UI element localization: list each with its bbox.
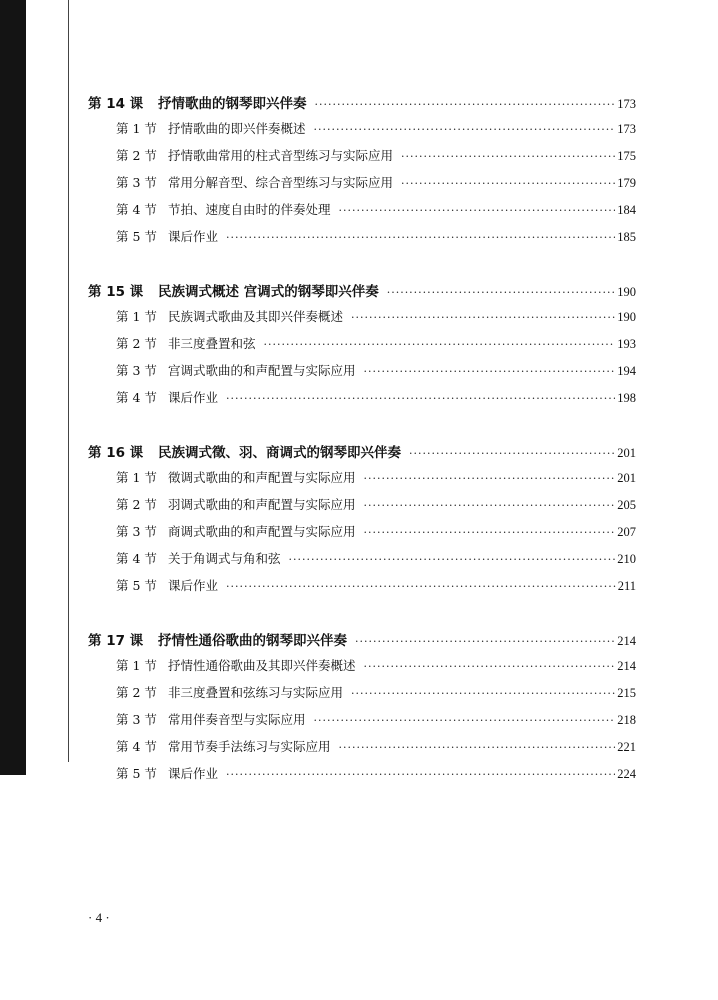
section-number: 第 3 节 [116,363,157,378]
section-title: 民族调式歌曲及其即兴伴奏概述 [168,309,344,324]
dot-leader [339,204,616,217]
section-entry[interactable] [88,495,636,522]
chapter-number: 第 14 课 [88,96,144,112]
section-title: 抒情歌曲的即兴伴奏概述 [168,121,306,136]
footer-page-number: · 4 · [88,910,110,925]
section-page-number: 179 [617,176,636,190]
dot-leader [226,231,615,244]
dot-leader [289,553,616,566]
dot-leader [339,741,616,754]
section-number: 第 4 节 [116,551,157,566]
section-entry[interactable] [88,361,636,388]
section-title: 课后作业 [168,390,219,405]
section-entry[interactable] [88,119,636,146]
chapter-page-number: 214 [617,634,636,648]
dot-leader [226,392,615,405]
dot-leader [314,123,616,136]
table-of-contents [88,92,636,817]
section-page-number: 205 [617,498,636,512]
section-page-number: 193 [617,337,636,351]
section-number: 第 1 节 [116,309,157,324]
section-title: 宫调式歌曲的和声配置与实际应用 [168,363,356,378]
section-entry[interactable] [88,683,636,710]
section-entry[interactable] [88,388,636,415]
chapter-title: 民族调式概述 宫调式的钢琴即兴伴奏 [158,284,379,300]
section-page-number: 210 [617,552,636,566]
section-number: 第 3 节 [116,712,157,727]
section-number: 第 5 节 [116,229,157,244]
section-title: 非三度叠置和弦练习与实际应用 [168,685,344,700]
lesson-17 [88,629,636,791]
chapter-page-number: 173 [617,97,636,111]
section-entry[interactable] [88,227,636,254]
section-number: 第 2 节 [116,336,157,351]
lesson-16 [88,441,636,603]
section-entry[interactable] [88,549,636,576]
section-page-number: 215 [617,686,636,700]
section-number: 第 5 节 [116,766,157,781]
chapter-page-number: 201 [617,446,636,460]
dot-leader [351,687,615,700]
section-number: 第 3 节 [116,524,157,539]
section-number: 第 5 节 [116,578,157,593]
section-title: 常用伴奏音型与实际应用 [168,712,306,727]
section-number: 第 4 节 [116,739,157,754]
section-entry[interactable] [88,522,636,549]
section-page-number: 185 [617,230,636,244]
dot-leader [409,447,615,460]
chapter-number: 第 17 课 [88,633,144,649]
section-number: 第 1 节 [116,658,157,673]
section-entry[interactable] [88,737,636,764]
dot-leader [314,714,616,727]
section-page-number: 207 [617,525,636,539]
chapter-number: 第 16 课 [88,445,144,461]
section-entry[interactable] [88,576,636,603]
dot-leader [315,98,616,111]
section-title: 常用分解音型、综合音型练习与实际应用 [168,175,394,190]
chapter-title: 抒情歌曲的钢琴即兴伴奏 [158,96,307,112]
chapter-number: 第 15 课 [88,284,144,300]
section-entry[interactable] [88,146,636,173]
section-entry[interactable] [88,468,636,495]
section-title: 课后作业 [168,766,219,781]
section-page-number: 184 [617,203,636,217]
dot-leader [364,365,616,378]
chapter-entry[interactable] [88,441,636,468]
dot-leader [226,580,616,593]
section-entry[interactable] [88,200,636,227]
section-page-number: 194 [617,364,636,378]
section-entry[interactable] [88,307,636,334]
section-entry[interactable] [88,710,636,737]
section-title: 商调式歌曲的和声配置与实际应用 [168,524,356,539]
section-title: 关于角调式与角和弦 [168,551,281,566]
section-title: 非三度叠置和弦 [168,336,256,351]
chapter-entry[interactable] [88,629,636,656]
dot-leader [364,499,616,512]
chapter-title: 抒情性通俗歌曲的钢琴即兴伴奏 [158,633,347,649]
section-number: 第 2 节 [116,497,157,512]
section-number: 第 2 节 [116,148,157,163]
section-page-number: 218 [617,713,636,727]
section-entry[interactable] [88,656,636,683]
dot-leader [387,286,616,299]
section-page-number: 221 [617,740,636,754]
section-number: 第 1 节 [116,121,157,136]
section-number: 第 4 节 [116,202,157,217]
section-page-number: 201 [617,471,636,485]
section-page-number: 211 [617,579,636,593]
margin-rule [68,0,69,762]
section-page-number: 214 [617,659,636,673]
section-entry[interactable] [88,764,636,791]
dot-leader [364,472,616,485]
lesson-14 [88,92,636,254]
section-number: 第 2 节 [116,685,157,700]
section-title: 徵调式歌曲的和声配置与实际应用 [168,470,356,485]
dot-leader [226,768,615,781]
dot-leader [364,660,616,673]
section-number: 第 3 节 [116,175,157,190]
section-title: 抒情性通俗歌曲及其即兴伴奏概述 [168,658,356,673]
section-title: 节拍、速度自由时的伴奏处理 [168,202,331,217]
section-page-number: 190 [617,310,636,324]
section-number: 第 1 节 [116,470,157,485]
section-entry[interactable] [88,173,636,200]
section-page-number: 175 [617,149,636,163]
section-page-number: 173 [617,122,636,136]
section-page-number: 198 [617,391,636,405]
lesson-15 [88,280,636,415]
section-page-number: 224 [617,767,636,781]
dot-leader [264,338,616,351]
chapter-entry[interactable] [88,92,636,119]
section-title: 课后作业 [168,578,219,593]
dot-leader [364,526,616,539]
section-title: 抒情歌曲常用的柱式音型练习与实际应用 [168,148,394,163]
section-title: 常用节奏手法练习与实际应用 [168,739,331,754]
section-title: 羽调式歌曲的和声配置与实际应用 [168,497,356,512]
chapter-title: 民族调式徵、羽、商调式的钢琴即兴伴奏 [158,445,401,461]
dot-leader [355,635,615,648]
chapter-entry[interactable] [88,280,636,307]
dot-leader [351,311,615,324]
chapter-page-number: 190 [617,285,636,299]
section-title: 课后作业 [168,229,219,244]
dot-leader [401,150,615,163]
section-number: 第 4 节 [116,390,157,405]
book-spine-bar [0,0,26,775]
dot-leader [401,177,615,190]
section-entry[interactable] [88,334,636,361]
